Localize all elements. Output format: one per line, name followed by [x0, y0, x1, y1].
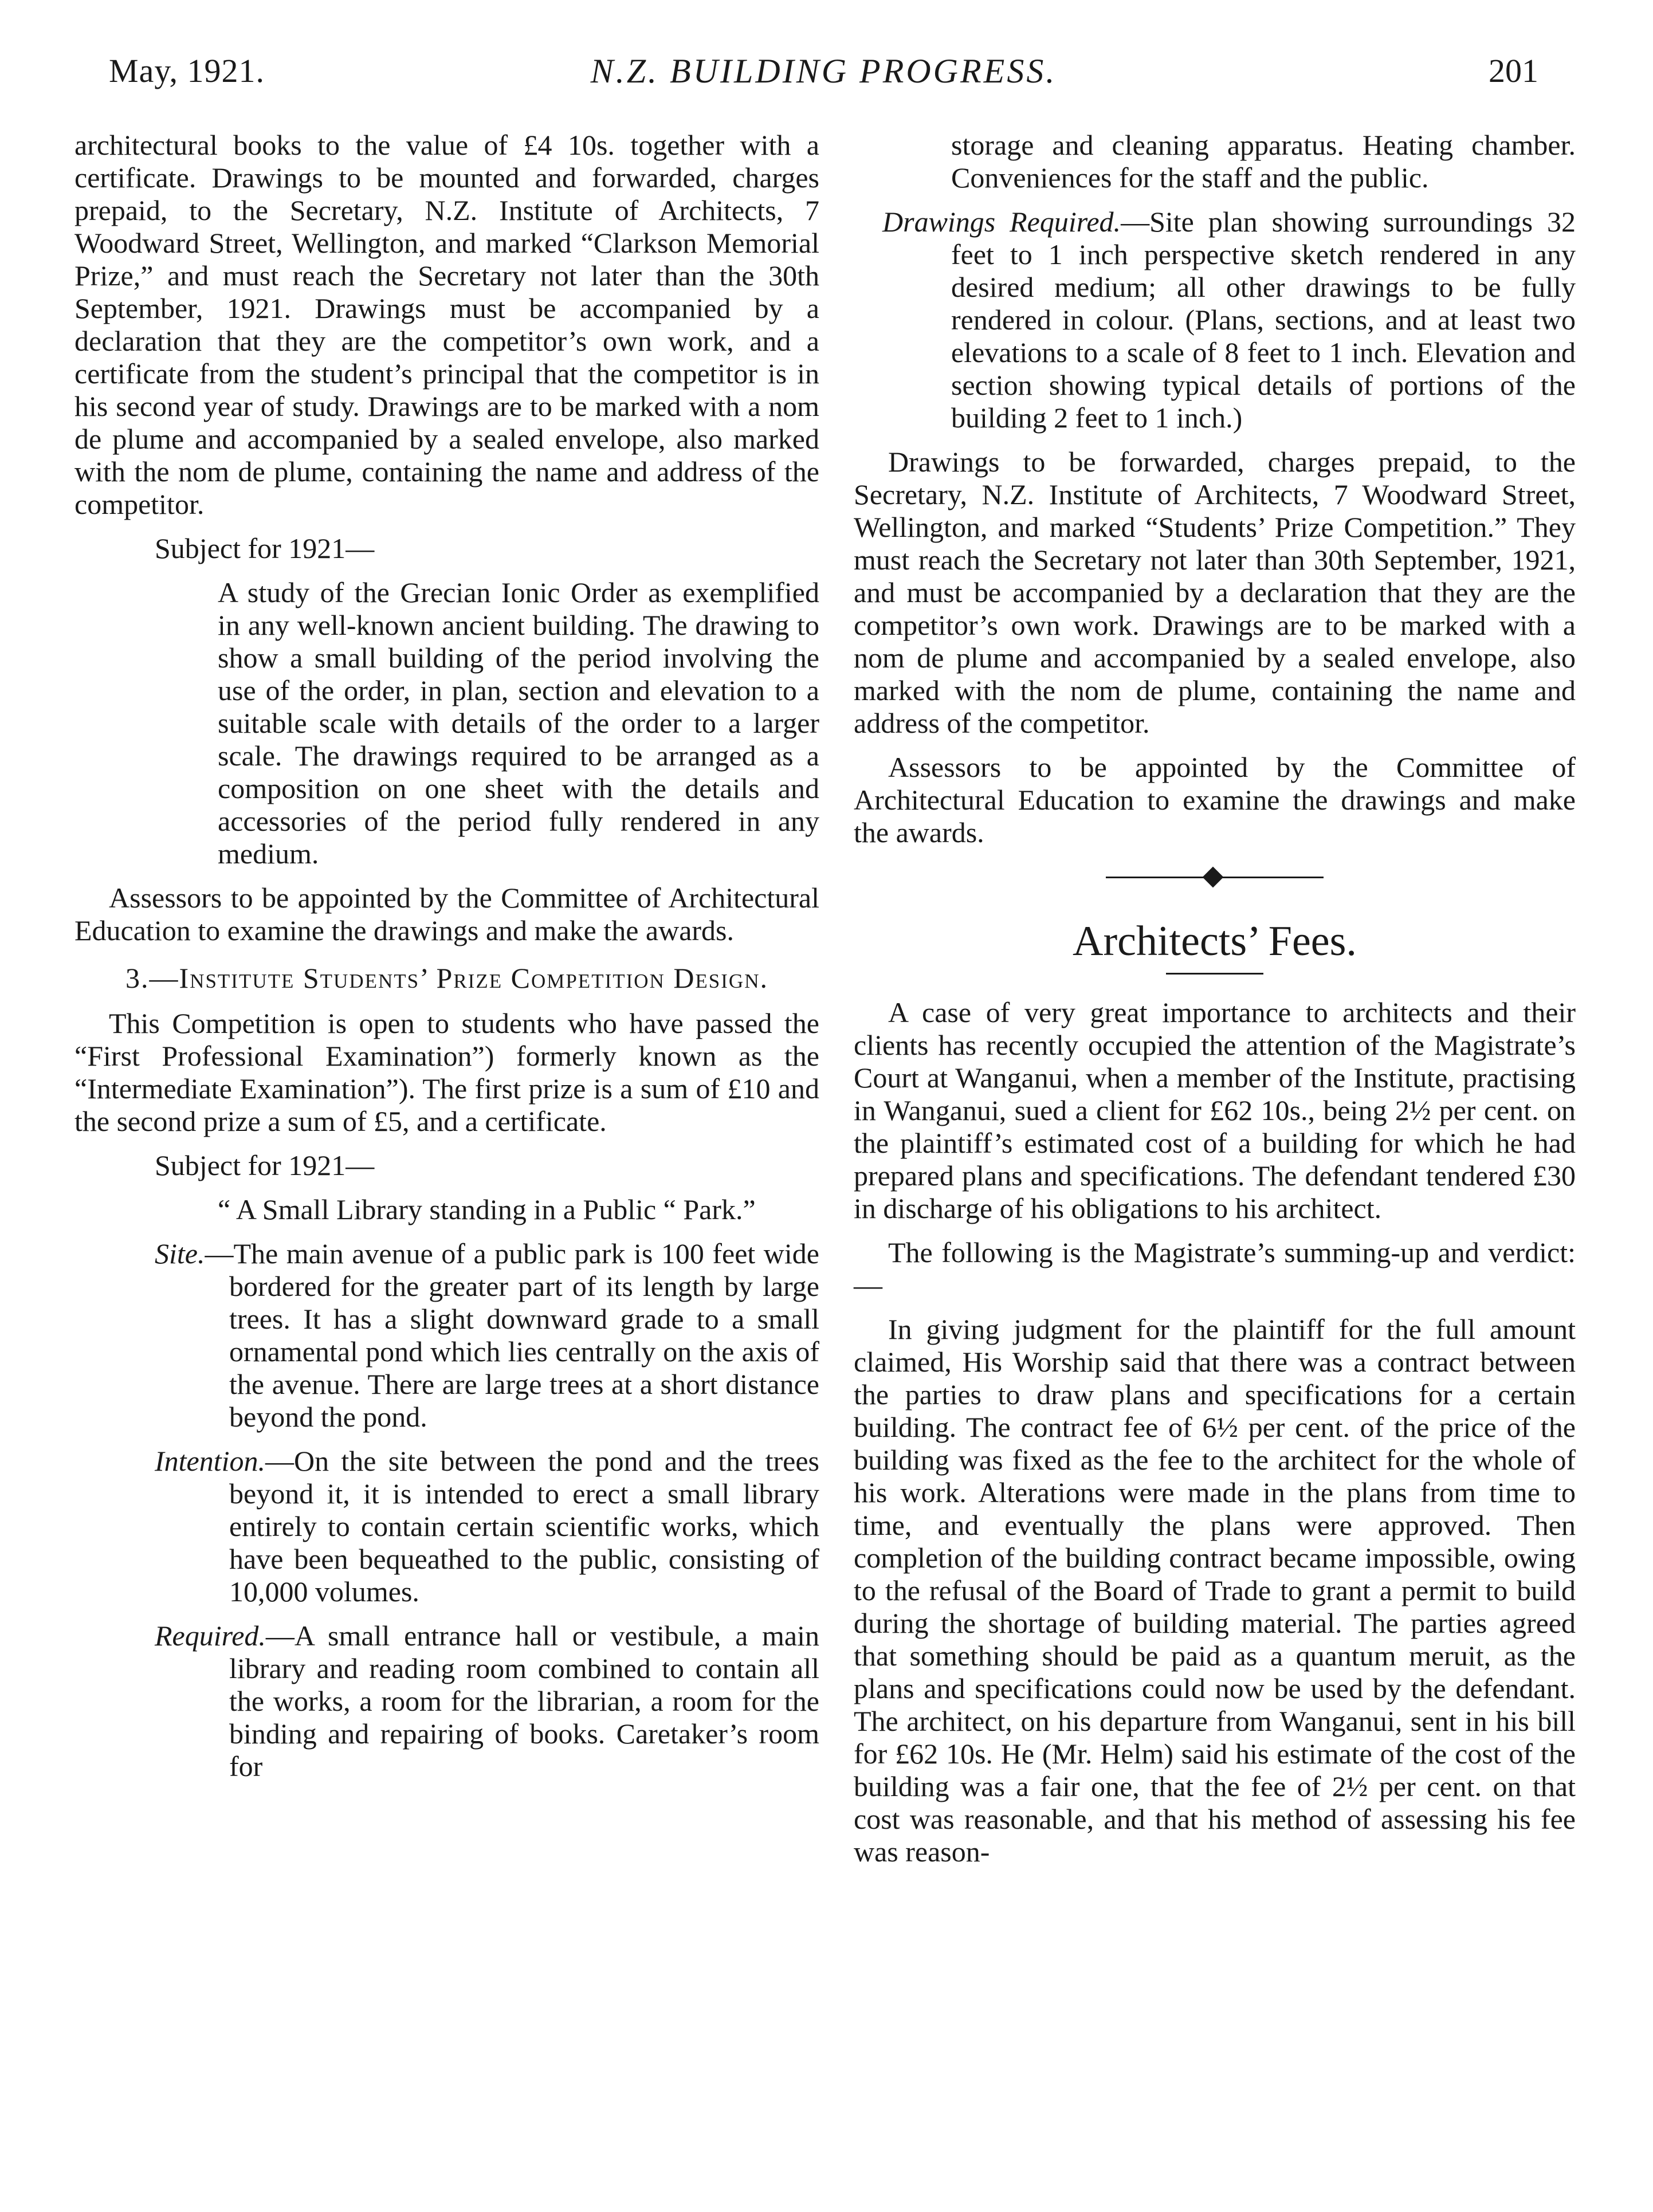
page-number: 201 — [1489, 52, 1538, 89]
intention-requirement — [74, 1445, 819, 1608]
subject-label: Subject for 1921— — [155, 532, 375, 564]
intention-label: Intention. — [155, 1445, 266, 1477]
running-header — [109, 52, 1538, 103]
assessors-note-2: Assessors to be appointed by the Committee of Architectural Education to examine the drawings and make the awards. — [854, 751, 1576, 848]
intention-text: —On the site between the pond and the trees beyond it, it is intended to erect a small library entirely to contain certain scientific works, which have been bequeathed to the public, consisting of 10,000 volumes. — [229, 1445, 819, 1608]
fees-paragraph-2: The following is the Magistrate’s summing-up and verdict:— — [854, 1236, 1576, 1301]
right-column — [854, 129, 1576, 1880]
forwarding-instructions: Drawings to be forwarded, charges prepaid, to the Secretary, N.Z. Institute of Architects, 7 Woodward Street, Wellington, and marked “Students’ Prize Competition.” They must reach the Secretary not later than 30th September, 1921, and must be accompanied by a declaration that they are the competitor’s own work. Drawings are to be marked with a nom de plume and accompanied by a sealed envelope, also marked with the nom de plume, containing the name and address of the competitor. — [854, 446, 1576, 739]
subject-description: A study of the Grecian Ionic Order as exemplified in any well-known ancient building. The drawing to show a small building of the period involving the use of the order, in plan, section and elevation to a suitable scale with details of the order to a larger scale. The drawings required to be arranged as a composition on one sheet with the details and accessories of the period fully rendered in any medium. — [218, 576, 819, 870]
subject-quote: “ A Small Library standing in a Public “ Park.” — [218, 1193, 756, 1225]
site-requirement — [74, 1237, 819, 1433]
clarkson-prize-conditions: architectural books to the value of £4 10s. together with a certificate. Drawings to be mounted and forwarded, charges prepaid, to the Secretary, N.Z. Institute of Architects, 7 Woodward Street, Wellington, and marked “Clarkson Memorial Prize,” and must reach the Secretary not later than the 30th September, 1921. Drawings must be accompanied by a declaration that they are the competitor’s own work, and a certificate from the student’s principal that the competitor is in his second year of study. Drawings are to be marked with a nom de plume and accompanied by a sealed envelope, also marked with the nom de plume, containing the name and address of the competitor. — [74, 129, 819, 520]
subject-label-2: Subject for 1921— — [155, 1149, 375, 1181]
article-title: Architects’ Fees. — [1073, 918, 1357, 965]
title-underline — [1166, 973, 1263, 975]
required-requirement — [74, 1620, 819, 1783]
left-column — [74, 129, 819, 1794]
section-heading-prize-competition: 3.—Institute Students’ Prize Competition Design. — [125, 962, 768, 994]
site-text: —The main avenue of a public park is 100 feet wide bordered for the greater part of its length by large trees. It has a slight downward grade to a small ornamental pond which lies centrally on the axis of the avenue. There are large trees at a short distance beyond the pond. — [205, 1237, 819, 1433]
required-text: —A small entrance hall or vestibule, a main library and reading room combined to contain all the works, a room for the librarian, a room for the binding and repairing of books. Caretaker’s room for — [229, 1620, 819, 1782]
ornament-divider — [1106, 866, 1324, 889]
assessors-note: Assessors to be appointed by the Committee of Architectural Education to examine the drawings and make the awards. — [74, 882, 819, 946]
requirement-continuation: storage and cleaning apparatus. Heating chamber. Conveniences for the staff and the public. — [951, 129, 1576, 194]
drawings-required — [854, 206, 1576, 434]
competition-intro: This Competition is open to students who have passed the “First Professional Examination”) formerly known as the “Intermediate Examination”). The first prize is a sum of £10 and the second prize a sum of £5, and a certificate. — [74, 1007, 819, 1137]
drawings-label: Drawings Required. — [882, 206, 1121, 238]
site-label: Site. — [155, 1237, 205, 1270]
journal-title: N.Z. BUILDING PROGRESS. — [590, 52, 1057, 90]
judgment-paragraph: In giving judgment for the plaintiff for the full amount claimed, His Worship said that there was a contract between the parties to draw plans and specifications for a certain building. The contract fee of 6½ per cent. of the price of the building was fixed as the fee to the architect for the whole of his work. Alterations were made in the plans from time to time, and eventually the plans were approved. Then completion of the building contract became impossible, owing to the refusal of the Board of Trade to grant a permit to build during the shortage of building material. The parties agreed that something should be paid as a quantum meruit, as the plans and specifications could now be used by the defendant. The architect, on his departure from Wanganui, sent in his bill for £62 10s. He (Mr. Helm) said his estimate of the cost of the building was a fair one, that the fee of 2½ per cent. on that cost was reasonable, and that his method of assessing his fee was reason- — [854, 1313, 1576, 1868]
required-label: Required. — [155, 1620, 266, 1652]
issue-date: May, 1921. — [109, 52, 265, 89]
drawings-text: —Site plan showing surroundings 32 feet to 1 inch perspective sketch rendered in any desired medium; all other drawings to be fully rendered in colour. (Plans, sections, and at least two elevations to a scale of 8 feet to 1 inch. Elevation and section showing typical details of portions of the building 2 feet to 1 inch.) — [951, 206, 1576, 434]
fees-paragraph-1: A case of very great importance to architects and their clients has recently occupied the attention of the Magistrate’s Court at Wanganui, when a member of the Institute, practising in Wanganui, sued a client for £62 10s., being 2½ per cent. on the plaintiff’s estimated cost of a building for which he had prepared plans and specifications. The defendant tendered £30 in discharge of his obligations to his architect. — [854, 996, 1576, 1224]
